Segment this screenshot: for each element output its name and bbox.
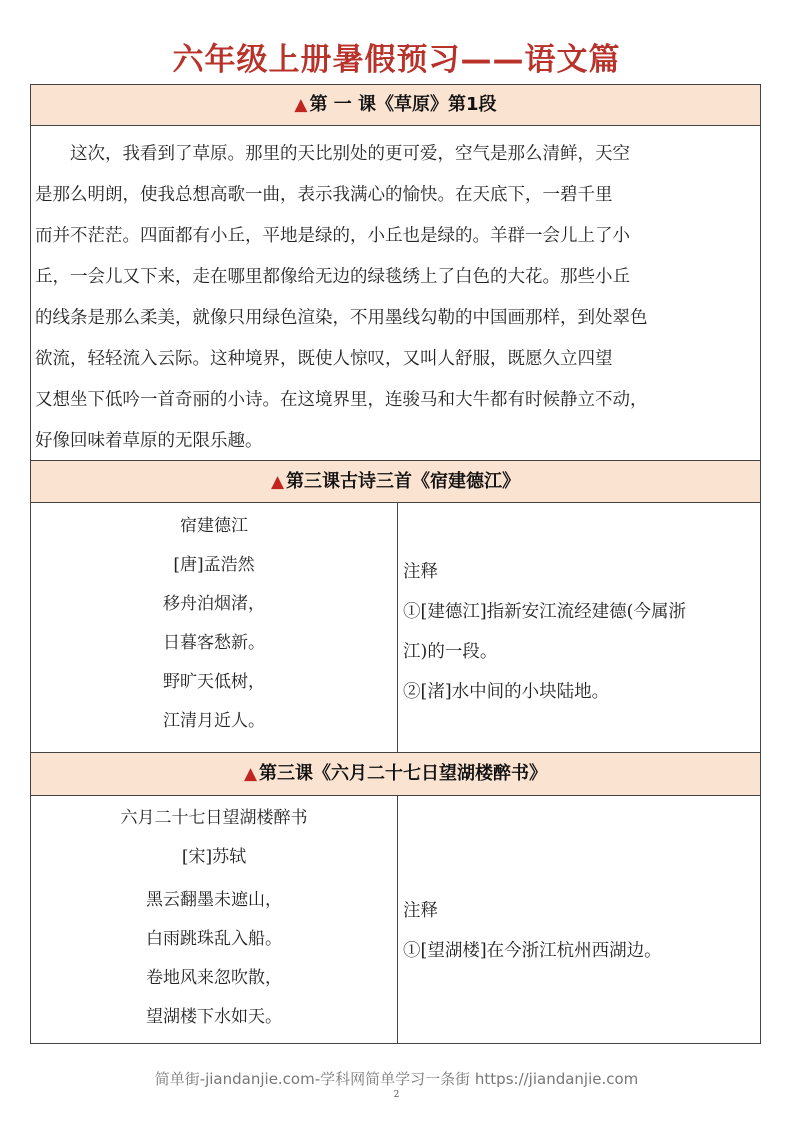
page-footer: 简单街-jiandanjie.com-学科网简单学习一条街 https://jiandanjie.com (154, 1070, 639, 1088)
poem-title: 六月二十七日望湖楼醉书 (120, 808, 308, 828)
passage-line: 欲流，轻轻流入云际。这种境界，既使人惊叹，又叫人舒服，既愿久立四望 (35, 349, 613, 369)
notes-heading: 注释 (403, 562, 438, 582)
note-line: 江)的一段。 (403, 642, 498, 662)
passage-line: 的线条是那么柔美，就像只用绿色渲染，不用墨线勾勒的中国画那样，到处翠色 (35, 308, 648, 328)
notes-heading: 注释 (403, 901, 438, 921)
poem-author: [唐]孟浩然 (173, 555, 255, 575)
poem-line: 望湖楼下水如天。 (146, 1007, 282, 1027)
poem-line: 白雨跳珠乱入船。 (146, 929, 282, 949)
passage-line: 好像回味着草原的无限乐趣。 (35, 431, 263, 451)
poem-line: 江清月近人。 (163, 711, 265, 731)
section-title: 第三课古诗三首《宿建德江》 (286, 471, 521, 492)
passage-line: 丘，一会儿又下来，走在哪里都像给无边的绿毯绣上了白色的大花。那些小丘 (35, 267, 630, 287)
section-heading-1 (31, 85, 760, 126)
passage-line: 而并不茫茫。四面都有小丘，平地是绿的，小丘也是绿的。羊群一会儿上了小 (35, 226, 630, 246)
section-title: 第三课《六月二十七日望湖楼醉书》 (259, 763, 548, 784)
poem-line: 黑云翻墨未遮山， (146, 890, 282, 910)
note-line: ①[望湖楼]在今浙江杭州西湖边。 (403, 941, 662, 961)
passage-text (31, 126, 762, 462)
page-number: 2 (393, 1090, 400, 1100)
section-title: 第 一 课《草原》第1段 (309, 94, 497, 115)
poem-block (31, 507, 397, 741)
note-line: ①[建德江]指新安江流经建德(今属浙 (403, 602, 686, 622)
poem-line: 移舟泊烟渚， (163, 594, 265, 614)
poem-line: 野旷天低树， (163, 672, 265, 692)
triangle-marker-icon: ▲ (270, 472, 285, 492)
column-divider (397, 796, 398, 1044)
notes-block (403, 891, 755, 971)
section-heading-3 (31, 753, 760, 796)
passage-line: 又想坐下低吟一首奇丽的小诗。在这境界里，连骏马和大牛都有时候静立不动， (35, 390, 648, 410)
poem-line: 日暮客愁新。 (163, 633, 265, 653)
poem-author: [宋]苏轼 (181, 847, 247, 867)
passage-line: 是那么明朗，使我总想高歌一曲，表示我满心的愉快。在天底下，一碧千里 (35, 185, 613, 205)
note-line: ②[渚]水中间的小块陆地。 (403, 682, 610, 702)
poem-title: 宿建德江 (180, 516, 248, 536)
content-table (30, 84, 761, 1044)
passage-line: 这次，我看到了草原。那里的天比别处的更可爱，空气是那么清鲜，天空 (35, 144, 630, 164)
triangle-marker-icon: ▲ (243, 764, 258, 784)
poem-block (31, 799, 397, 1037)
section-heading-2 (31, 461, 760, 503)
page-title: 六年级上册暑假预习——语文篇 (172, 42, 621, 78)
column-divider (397, 503, 398, 752)
poem-line: 卷地风来忽吹散， (146, 968, 282, 988)
notes-block (403, 552, 755, 712)
triangle-marker-icon: ▲ (294, 95, 308, 115)
